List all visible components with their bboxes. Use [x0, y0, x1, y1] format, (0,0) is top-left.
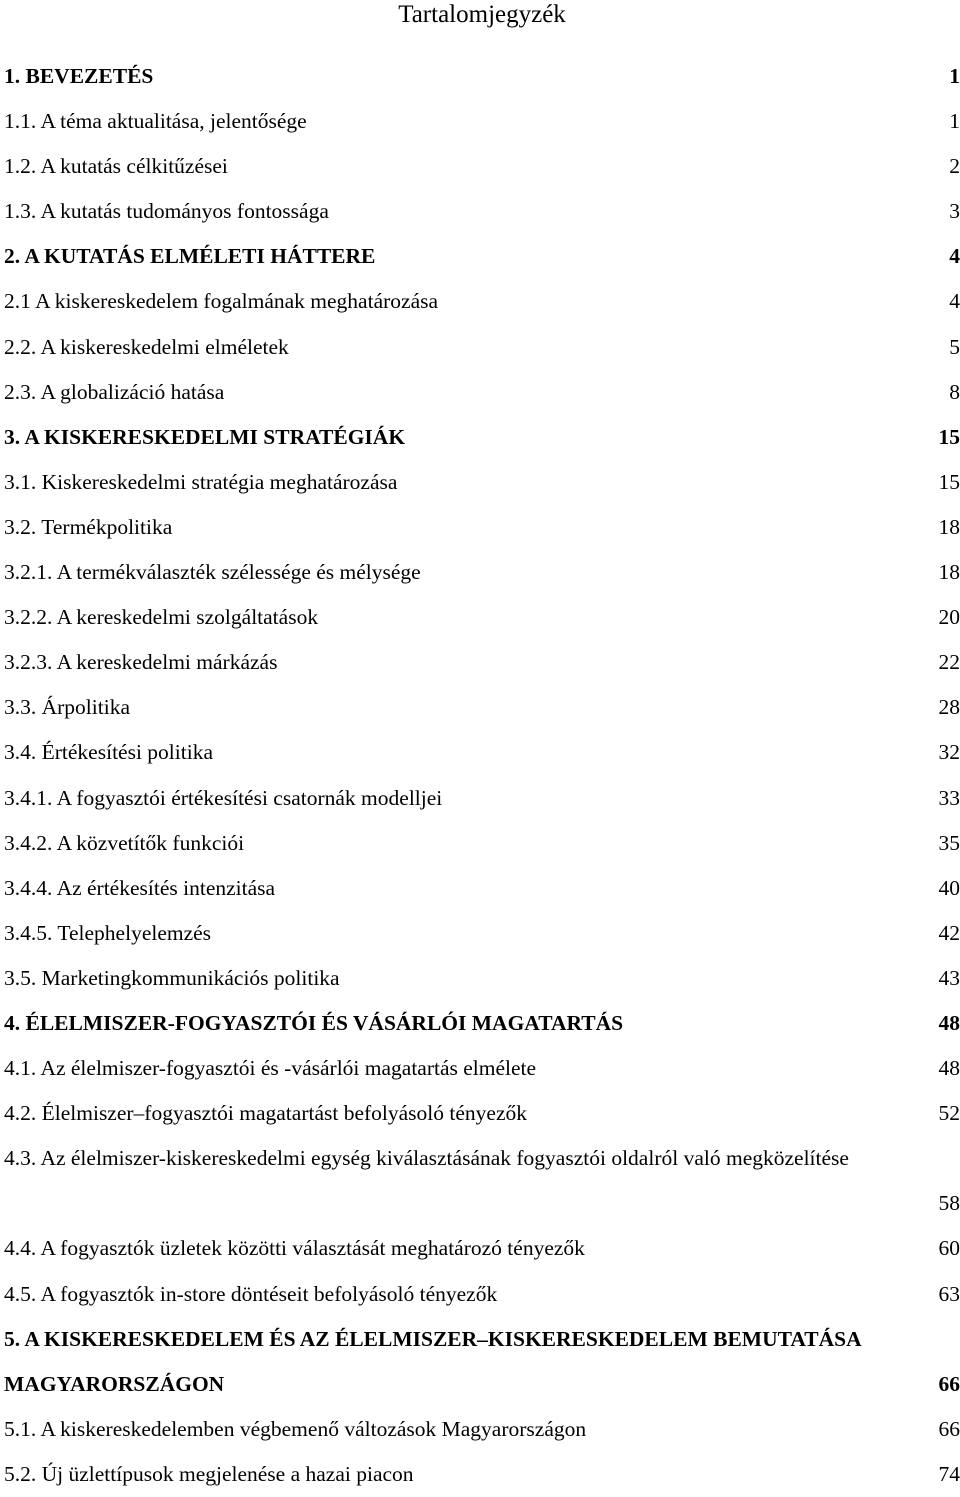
toc-page-number: 66	[939, 1362, 960, 1407]
toc-chapter-entry	[4, 415, 960, 460]
toc-entry-label: 1. BEVEZETÉS	[4, 54, 894, 99]
toc-section-entry	[4, 1136, 960, 1226]
toc-entry-label: 4.3. Az élelmiszer-kiskereskedelmi egység kiválasztásának fogyasztói oldalról való megközelítése	[4, 1136, 894, 1181]
toc-entry-label: 4. ÉLELMISZER-FOGYASZTÓI ÉS VÁSÁRLÓI MAGATARTÁS	[4, 1001, 894, 1046]
toc-entry-label: 4.4. A fogyasztók üzletek közötti választását meghatározó tényezők	[4, 1226, 894, 1271]
toc-entry-label: 3.4.4. Az értékesítés intenzitása	[4, 866, 894, 911]
toc-page-number: 48	[939, 1046, 960, 1091]
toc-entry-label: 2.1 A kiskereskedelem fogalmának meghatározása	[4, 279, 894, 324]
toc-entry-label: 2.3. A globalizáció hatása	[4, 370, 894, 415]
toc-page-number: 5	[949, 325, 960, 370]
toc-entry-label: 2.2. A kiskereskedelmi elméletek	[4, 325, 894, 370]
toc-section-entry	[4, 595, 960, 640]
toc-page-number: 1	[949, 54, 960, 99]
toc-page-number: 74	[939, 1452, 960, 1497]
toc-section-entry	[4, 505, 960, 550]
toc-page-number: 15	[939, 415, 960, 460]
toc-entry-label: 3.1. Kiskereskedelmi stratégia meghatározása	[4, 460, 894, 505]
toc-page-number: 15	[939, 460, 960, 505]
toc-section-entry	[4, 911, 960, 956]
table-of-contents	[4, 54, 960, 1497]
toc-entry-label: 3.2.3. A kereskedelmi márkázás	[4, 640, 894, 685]
toc-section-entry	[4, 144, 960, 189]
toc-page-number: 20	[939, 595, 960, 640]
toc-page-number: 2	[949, 144, 960, 189]
toc-entry-label: 3.3. Árpolitika	[4, 685, 894, 730]
toc-entry-label: 4.1. Az élelmiszer-fogyasztói és -vásárlói magatartás elmélete	[4, 1046, 894, 1091]
toc-section-entry	[4, 460, 960, 505]
toc-page-number: 58	[939, 1181, 960, 1226]
toc-page-number: 22	[939, 640, 960, 685]
toc-entry-label: 4.5. A fogyasztók in-store döntéseit befolyásoló tényezők	[4, 1272, 894, 1317]
toc-entry-label: 3.2. Termékpolitika	[4, 505, 894, 550]
toc-entry-label: 3.4.5. Telephelyelemzés	[4, 911, 894, 956]
toc-page-number: 28	[939, 685, 960, 730]
toc-section-entry	[4, 821, 960, 866]
toc-section-entry	[4, 866, 960, 911]
toc-entry-label: 3.4. Értékesítési politika	[4, 730, 894, 775]
toc-page-number: 40	[939, 866, 960, 911]
toc-entry-label: 4.2. Élelmiszer–fogyasztói magatartást befolyásoló tényezők	[4, 1091, 894, 1136]
toc-page-number: 1	[949, 99, 960, 144]
toc-entry-label: 3.2.1. A termékválaszték szélessége és mélysége	[4, 550, 894, 595]
toc-chapter-entry	[4, 234, 960, 279]
toc-entry-label: 3.5. Marketingkommunikációs politika	[4, 956, 894, 1001]
toc-section-entry	[4, 1091, 960, 1136]
toc-section-entry	[4, 1046, 960, 1091]
toc-entry-label: 1.3. A kutatás tudományos fontossága	[4, 189, 894, 234]
toc-page-number: 48	[939, 1001, 960, 1046]
toc-chapter-entry	[4, 54, 960, 99]
toc-section-entry	[4, 1226, 960, 1271]
toc-page-number: 33	[939, 776, 960, 821]
toc-section-entry	[4, 189, 960, 234]
toc-entry-label: 5. A KISKERESKEDELEM ÉS AZ ÉLELMISZER–KISKERESKEDELEM BEMUTATÁSA MAGYARORSZÁGON	[4, 1317, 894, 1407]
toc-page-number: 60	[939, 1226, 960, 1271]
toc-page-number: 4	[949, 234, 960, 279]
toc-chapter-entry	[4, 1001, 960, 1046]
toc-page-number: 32	[939, 730, 960, 775]
toc-page-number: 4	[949, 279, 960, 324]
toc-page-number: 35	[939, 821, 960, 866]
toc-section-entry	[4, 279, 960, 324]
toc-entry-label: 3.4.2. A közvetítők funkciói	[4, 821, 894, 866]
toc-section-entry	[4, 640, 960, 685]
toc-page-number: 3	[949, 189, 960, 234]
toc-entry-label: 5.1. A kiskereskedelemben végbemenő változások Magyarországon	[4, 1407, 894, 1452]
toc-page-number: 66	[939, 1407, 960, 1452]
toc-entry-label: 2. A KUTATÁS ELMÉLETI HÁTTERE	[4, 234, 894, 279]
toc-page-number: 18	[939, 550, 960, 595]
toc-page-number: 18	[939, 505, 960, 550]
toc-section-entry	[4, 325, 960, 370]
page-title: Tartalomjegyzék	[4, 0, 960, 30]
toc-chapter-entry	[4, 1317, 960, 1407]
toc-section-entry	[4, 99, 960, 144]
toc-entry-label: 5.2. Új üzlettípusok megjelenése a hazai piacon	[4, 1452, 894, 1497]
toc-section-entry	[4, 1272, 960, 1317]
toc-section-entry	[4, 730, 960, 775]
toc-section-entry	[4, 1407, 960, 1452]
toc-section-entry	[4, 685, 960, 730]
toc-section-entry	[4, 550, 960, 595]
document-page	[4, 0, 960, 1492]
toc-section-entry	[4, 956, 960, 1001]
toc-page-number: 8	[949, 370, 960, 415]
toc-page-number: 52	[939, 1091, 960, 1136]
toc-section-entry	[4, 370, 960, 415]
toc-page-number: 42	[939, 911, 960, 956]
toc-entry-label: 1.1. A téma aktualitása, jelentősége	[4, 99, 894, 144]
toc-page-number: 43	[939, 956, 960, 1001]
toc-entry-label: 3. A KISKERESKEDELMI STRATÉGIÁK	[4, 415, 894, 460]
toc-entry-label: 3.2.2. A kereskedelmi szolgáltatások	[4, 595, 894, 640]
toc-section-entry	[4, 776, 960, 821]
toc-entry-label: 1.2. A kutatás célkitűzései	[4, 144, 894, 189]
toc-section-entry	[4, 1452, 960, 1497]
toc-page-number: 63	[939, 1272, 960, 1317]
toc-entry-label: 3.4.1. A fogyasztói értékesítési csatornák modelljei	[4, 776, 894, 821]
